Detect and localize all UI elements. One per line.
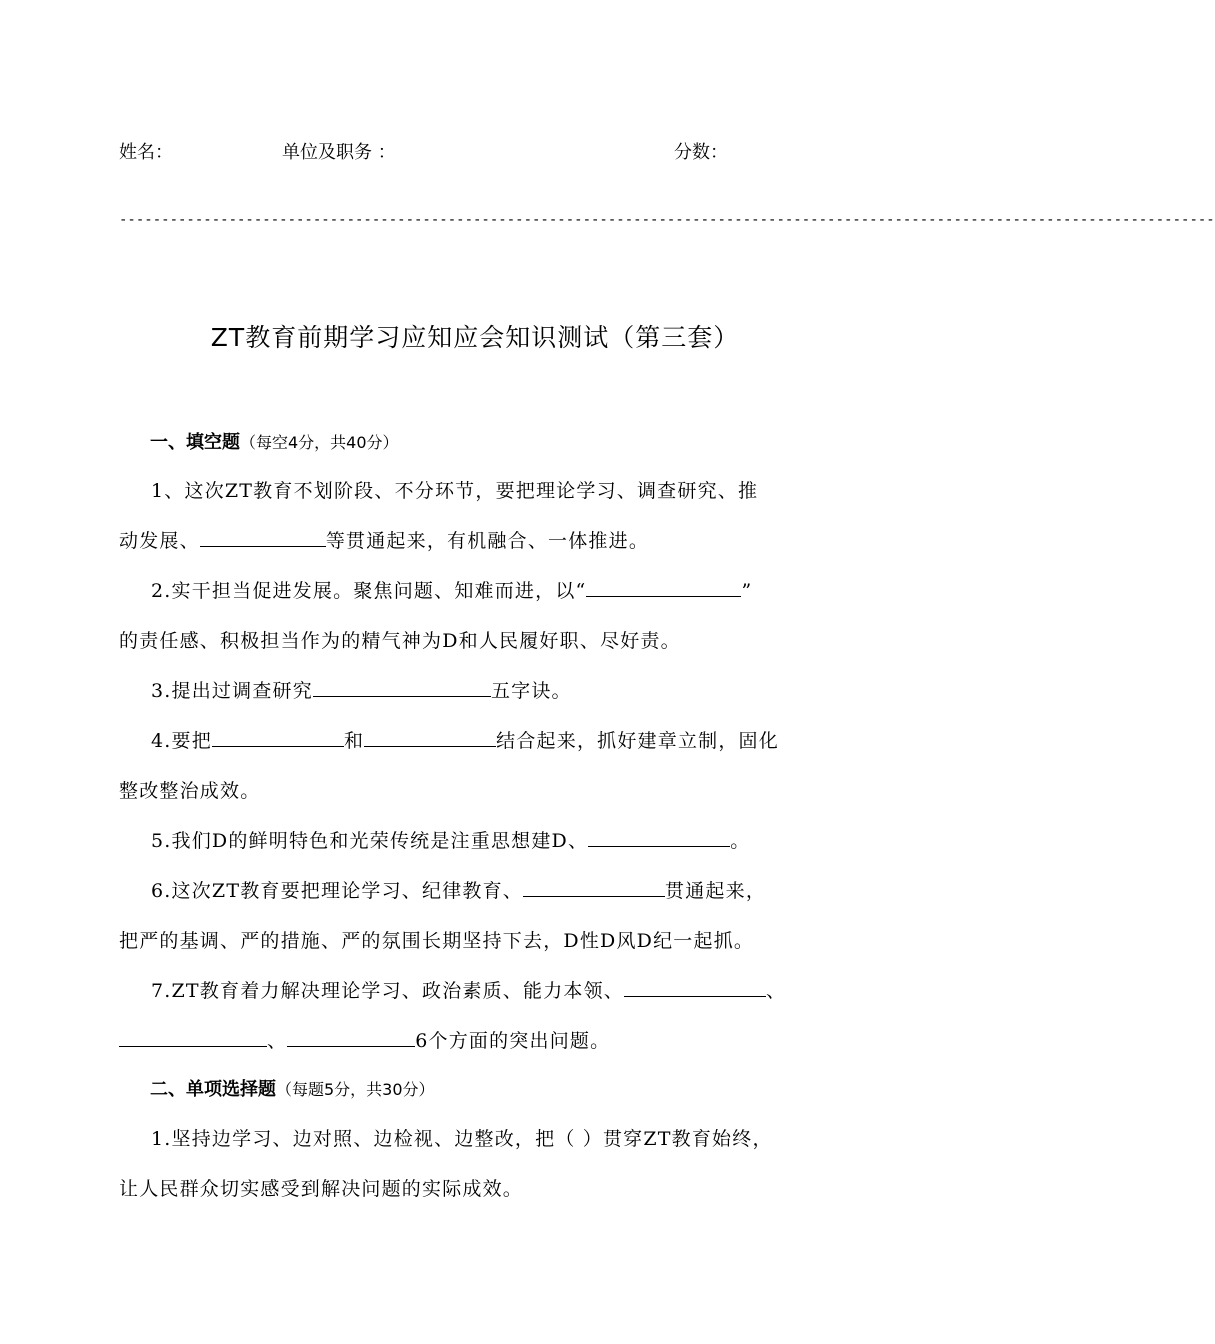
- score-label: 分数：: [674, 142, 728, 163]
- question-text: 。: [730, 830, 751, 852]
- section-heading: 二、单项选择题: [150, 1079, 276, 1100]
- section-single-choice: [150, 1075, 435, 1101]
- question-text: 结合起来，抓好建章立制，固化: [496, 730, 779, 752]
- question-text: 动发展、: [119, 530, 200, 552]
- section-heading: 一、填空题: [150, 432, 240, 453]
- divider-line: ----------------------------------------------------------------------------------------------------------------------------------: [119, 212, 1215, 228]
- section-fill-blank: [150, 428, 399, 454]
- question-text: 7.ZT教育着力解决理论学习、政治素质、能力本领、: [151, 980, 625, 1002]
- question-text: ”: [741, 580, 753, 602]
- question-text: 6个方面的突出问题。: [415, 1030, 611, 1052]
- question-7-line-1: [119, 976, 871, 1006]
- answer-blank[interactable]: [287, 1026, 415, 1047]
- answer-blank[interactable]: [624, 976, 766, 997]
- header-row: [119, 138, 839, 164]
- section-note: （每题5分，共30分）: [276, 1080, 435, 1099]
- answer-blank[interactable]: [200, 526, 326, 547]
- question-7-line-2: [119, 1026, 839, 1056]
- name-label: 姓名：: [119, 142, 173, 163]
- answer-blank[interactable]: [313, 676, 491, 697]
- question-1-line-1: 1、这次ZT教育不划阶段、不分环节，要把理论学习、调查研究、推: [151, 480, 759, 502]
- question-text: 贯通起来，: [665, 880, 767, 902]
- page-title: ZT教育前期学习应知应会知识测试（第三套）: [210, 323, 740, 352]
- answer-blank[interactable]: [588, 826, 730, 847]
- choice-question-1-line-2: 让人民群众切实感受到解决问题的实际成效。: [119, 1178, 524, 1200]
- question-text: 、: [267, 1030, 288, 1052]
- question-6-line-1: [119, 876, 871, 906]
- question-5: [119, 826, 871, 856]
- question-text: 和: [343, 730, 365, 752]
- question-2-line-2: 的责任感、积极担当作为的精气神为D和人民履好职、尽好责。: [119, 630, 681, 652]
- question-4-line-1: [119, 726, 871, 756]
- question-text: 五字诀。: [490, 680, 572, 702]
- answer-blank[interactable]: [212, 726, 344, 747]
- question-3: [119, 676, 871, 706]
- question-2-line-1: [119, 576, 871, 606]
- section-note: （每空4分，共40分）: [240, 433, 399, 452]
- answer-blank[interactable]: [119, 1026, 267, 1047]
- question-text: 等贯通起来，有机融合、一体推进。: [325, 530, 650, 552]
- choice-question-1-line-1: 1.坚持边学习、边对照、边检视、边整改，把（ ）贯穿ZT教育始终，: [151, 1128, 773, 1150]
- question-4-line-2: 整改整治成效。: [119, 780, 261, 802]
- question-text: 5.我们D的鲜明特色和光荣传统是注重思想建D、: [151, 830, 589, 852]
- question-text: 3.提出过调查研究: [151, 680, 313, 702]
- question-1-line-2: [119, 526, 839, 556]
- unit-label: 单位及职务 ：: [282, 142, 396, 163]
- answer-blank[interactable]: [523, 876, 665, 897]
- answer-blank[interactable]: [586, 576, 741, 597]
- answer-blank[interactable]: [364, 726, 496, 747]
- question-text: 4.要把: [151, 730, 212, 752]
- question-6-line-2: 把严的基调、严的措施、严的氛围长期坚持下去，D性D风D纪一起抓。: [119, 930, 755, 952]
- question-text: 6.这次ZT教育要把理论学习、纪律教育、: [151, 880, 524, 902]
- question-text: 2.实干担当促进发展。聚焦问题、知难而进，以“: [151, 580, 587, 602]
- question-text: 、: [766, 980, 787, 1002]
